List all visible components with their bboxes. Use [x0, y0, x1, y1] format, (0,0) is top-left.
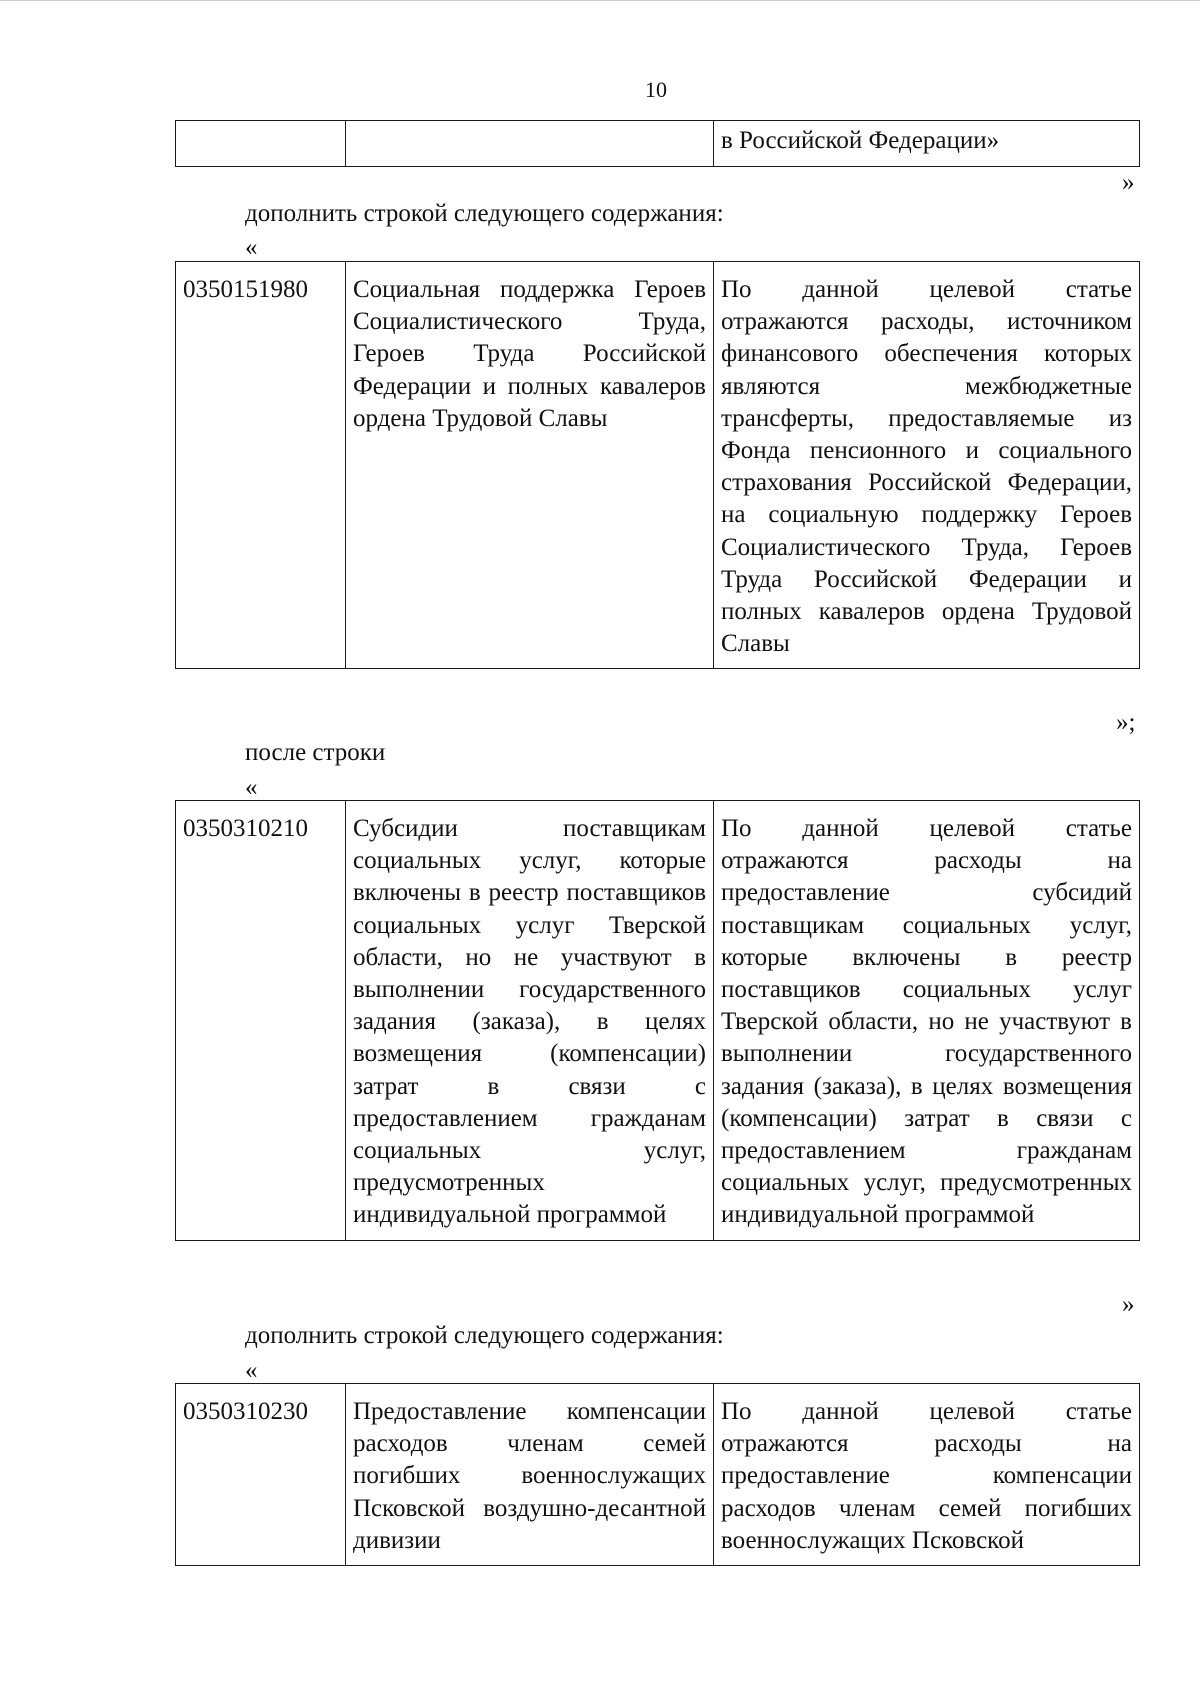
- cell-name: Предоставление компенсации расходов членам семей погибших военнослужащих Псковской воздушно-десантной дивизии: [346, 1384, 714, 1566]
- page-number: 10: [645, 77, 667, 102]
- close-quote: »;: [1116, 709, 1136, 736]
- cell-name: Субсидии поставщикам социальных услуг, которые включены в реестр поставщиков социальных услуг Тверской области, но не участвуют в выполнении государственного задания (заказа), в целях возмещения (компенсации) затрат в связи с предоставлением гражданам социальных услуг, предусмотренных индивидуальной программой: [346, 801, 714, 1241]
- cell-code: [176, 121, 346, 167]
- table-row-2: [175, 800, 1140, 1241]
- open-quote: «: [245, 774, 258, 801]
- table-row-3: [175, 1383, 1140, 1566]
- instruction-text: после строки: [245, 739, 386, 766]
- open-quote: «: [245, 234, 258, 261]
- cell-description: По данной целевой статье отражаются расходы, источником финансового обеспечения которых являются межбюджетные трансферты, предоставляемые из Фонда пенсионного и социального страхования Российской Федерации, на социальную поддержку Героев Социалистического Труда, Героев Труда Российской Федерации и полных кавалеров ордена Трудовой Славы: [714, 262, 1140, 669]
- cell-code: 0350310210: [176, 801, 346, 1241]
- close-quote: »: [1122, 1291, 1135, 1318]
- close-quote: »: [1122, 169, 1135, 196]
- table-row: [176, 262, 1140, 669]
- cell-code: 0350151980: [176, 262, 346, 669]
- table-row: [176, 1384, 1140, 1566]
- table-row-1: [175, 261, 1140, 669]
- instruction-text: дополнить строкой следующего содержания:: [245, 200, 724, 227]
- cell-description: По данной целевой статье отражаются расходы на предоставление компенсации расходов членам семей погибших военнослужащих Псковской: [714, 1384, 1140, 1566]
- cell-description: По данной целевой статье отражаются расходы на предоставление субсидий поставщикам социальных услуг, которые включены в реестр поставщиков социальных услуг Тверской области, но не участвуют в выполнении государственного задания (заказа), в целях возмещения (компенсации) затрат в связи с предоставлением гражданам социальных услуг, предусмотренных индивидуальной программой: [714, 801, 1140, 1241]
- instruction-text: дополнить строкой следующего содержания:: [245, 1322, 724, 1349]
- table-row: [176, 121, 1140, 167]
- cell-name: [346, 121, 714, 167]
- cell-description: в Российской Федерации»: [714, 121, 1140, 167]
- table-continuation: [175, 120, 1140, 167]
- table-row: [176, 801, 1140, 1241]
- cell-name: Социальная поддержка Героев Социалистического Труда, Героев Труда Российской Федерации и полных кавалеров ордена Трудовой Славы: [346, 262, 714, 669]
- open-quote: «: [245, 1357, 258, 1384]
- cell-code: 0350310230: [176, 1384, 346, 1566]
